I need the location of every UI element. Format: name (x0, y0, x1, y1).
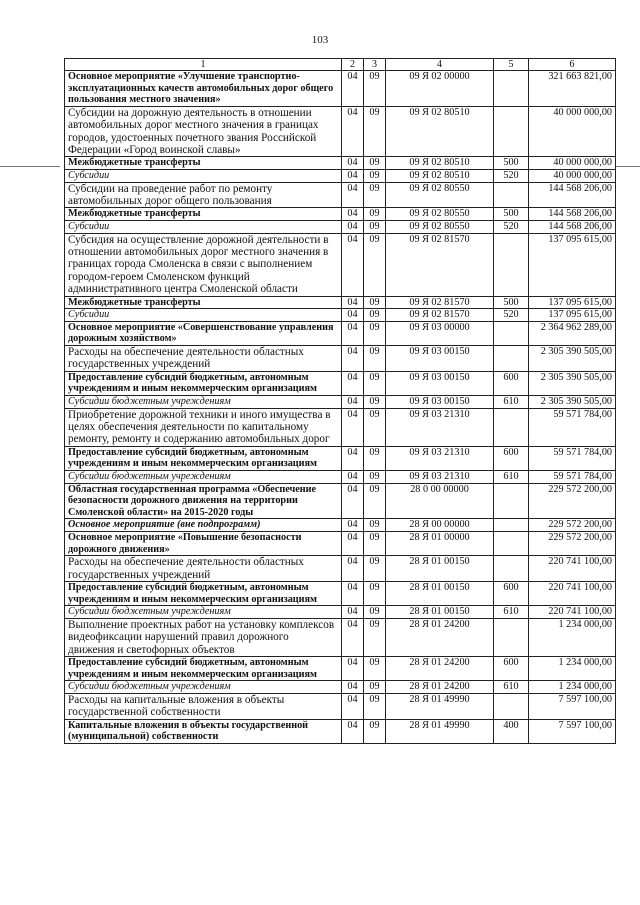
row-amount: 1 234 000,00 (529, 656, 616, 680)
row-subsection: 09 (364, 446, 386, 470)
row-subsection: 09 (364, 471, 386, 484)
row-amount: 137 095 615,00 (529, 233, 616, 296)
row-section: 04 (342, 606, 364, 619)
row-name: Межбюджетные трансферты (65, 157, 342, 170)
row-name: Предоставление субсидий бюджетным, автономным учреждениям и иным некоммерческим организациям (65, 446, 342, 470)
row-expense-type (494, 693, 529, 719)
row-target-article: 09 Я 02 80550 (386, 208, 494, 221)
row-subsection: 09 (364, 170, 386, 183)
table-row (65, 309, 616, 322)
row-amount: 321 663 821,00 (529, 71, 616, 107)
row-name: Субсидия на осуществление дорожной деятельности в отношении автомобильных дорог местного значения в границах города Смоленска в связи с выполнением городом-героем Смоленском функций административного центра Смоленской области (65, 233, 342, 296)
row-section: 04 (342, 106, 364, 157)
table-row (65, 581, 616, 605)
row-subsection: 09 (364, 71, 386, 107)
table-row (65, 106, 616, 157)
row-subsection: 09 (364, 719, 386, 743)
scan-artifact-line (616, 166, 640, 167)
budget-table (64, 58, 616, 744)
table-row (65, 233, 616, 296)
row-subsection: 09 (364, 519, 386, 532)
row-target-article: 09 Я 02 81570 (386, 233, 494, 296)
scan-artifact-line (0, 166, 60, 167)
table-row (65, 296, 616, 309)
row-name: Межбюджетные трансферты (65, 208, 342, 221)
row-name: Межбюджетные трансферты (65, 296, 342, 309)
row-amount: 229 572 200,00 (529, 483, 616, 519)
row-expense-type: 610 (494, 681, 529, 694)
row-expense-type (494, 71, 529, 107)
row-expense-type: 610 (494, 396, 529, 409)
row-target-article: 09 Я 02 80550 (386, 182, 494, 208)
row-name: Выполнение проектных работ на установку комплексов видеофиксации нарушений правил дорожного движения и светофорных объектов (65, 618, 342, 656)
row-expense-type (494, 233, 529, 296)
row-name: Субсидии бюджетным учреждениям (65, 396, 342, 409)
row-target-article: 09 Я 02 80510 (386, 170, 494, 183)
table-row (65, 208, 616, 221)
row-target-article: 28 Я 01 24200 (386, 618, 494, 656)
row-expense-type: 600 (494, 446, 529, 470)
row-target-article: 09 Я 03 00150 (386, 396, 494, 409)
row-section: 04 (342, 321, 364, 345)
row-amount: 59 571 784,00 (529, 471, 616, 484)
row-amount: 40 000 000,00 (529, 170, 616, 183)
row-subsection: 09 (364, 693, 386, 719)
table-row (65, 656, 616, 680)
table-row (65, 519, 616, 532)
table-row (65, 408, 616, 446)
row-section: 04 (342, 519, 364, 532)
row-target-article: 09 Я 02 80550 (386, 221, 494, 234)
col-header: 5 (494, 59, 529, 71)
row-amount: 229 572 200,00 (529, 531, 616, 555)
row-name: Расходы на обеспечение деятельности областных государственных учреждений (65, 346, 342, 372)
table-row (65, 182, 616, 208)
row-name: Субсидии (65, 221, 342, 234)
row-section: 04 (342, 681, 364, 694)
col-header: 3 (364, 59, 386, 71)
row-subsection: 09 (364, 656, 386, 680)
table-row (65, 719, 616, 743)
row-section: 04 (342, 693, 364, 719)
table-body (65, 71, 616, 744)
row-amount: 220 741 100,00 (529, 581, 616, 605)
row-name: Основное мероприятие (вне подпрограмм) (65, 519, 342, 532)
row-name: Приобретение дорожной техники и иного имущества в целях обеспечения деятельности по капитальному ремонту, ремонту и содержанию автомобильных дорог (65, 408, 342, 446)
row-section: 04 (342, 221, 364, 234)
row-subsection: 09 (364, 221, 386, 234)
row-expense-type (494, 556, 529, 582)
row-expense-type: 520 (494, 309, 529, 322)
row-expense-type (494, 519, 529, 532)
row-expense-type: 600 (494, 656, 529, 680)
header-row (65, 59, 616, 71)
row-section: 04 (342, 396, 364, 409)
row-expense-type: 500 (494, 296, 529, 309)
row-amount: 1 234 000,00 (529, 681, 616, 694)
row-name: Предоставление субсидий бюджетным, автономным учреждениям и иным некоммерческим организациям (65, 371, 342, 395)
row-section: 04 (342, 157, 364, 170)
table-row (65, 157, 616, 170)
row-target-article: 09 Я 03 21310 (386, 446, 494, 470)
row-subsection: 09 (364, 346, 386, 372)
row-amount: 7 597 100,00 (529, 719, 616, 743)
row-amount: 229 572 200,00 (529, 519, 616, 532)
table-row (65, 483, 616, 519)
row-target-article: 28 0 00 00000 (386, 483, 494, 519)
row-subsection: 09 (364, 233, 386, 296)
table-row (65, 693, 616, 719)
row-subsection: 09 (364, 396, 386, 409)
row-expense-type (494, 531, 529, 555)
row-expense-type (494, 182, 529, 208)
row-name: Расходы на обеспечение деятельности областных государственных учреждений (65, 556, 342, 582)
row-target-article: 28 Я 01 00150 (386, 606, 494, 619)
row-amount: 2 305 390 505,00 (529, 396, 616, 409)
row-amount: 137 095 615,00 (529, 296, 616, 309)
row-subsection: 09 (364, 531, 386, 555)
row-target-article: 09 Я 03 00150 (386, 371, 494, 395)
row-expense-type (494, 106, 529, 157)
row-amount: 144 568 206,00 (529, 208, 616, 221)
row-target-article: 09 Я 03 21310 (386, 408, 494, 446)
row-name: Капитальные вложения в объекты государственной (муниципальной) собственности (65, 719, 342, 743)
row-target-article: 28 Я 01 24200 (386, 656, 494, 680)
row-subsection: 09 (364, 208, 386, 221)
col-header: 6 (529, 59, 616, 71)
row-section: 04 (342, 346, 364, 372)
table-row (65, 371, 616, 395)
row-section: 04 (342, 531, 364, 555)
row-target-article: 28 Я 01 00150 (386, 581, 494, 605)
row-section: 04 (342, 371, 364, 395)
row-section: 04 (342, 233, 364, 296)
row-expense-type: 600 (494, 581, 529, 605)
row-target-article: 28 Я 01 00150 (386, 556, 494, 582)
row-section: 04 (342, 656, 364, 680)
row-subsection: 09 (364, 182, 386, 208)
row-amount: 7 597 100,00 (529, 693, 616, 719)
row-target-article: 09 Я 02 81570 (386, 309, 494, 322)
row-expense-type: 500 (494, 208, 529, 221)
row-target-article: 09 Я 02 00000 (386, 71, 494, 107)
row-name: Субсидии бюджетным учреждениям (65, 471, 342, 484)
table-row (65, 346, 616, 372)
row-subsection: 09 (364, 371, 386, 395)
row-amount: 40 000 000,00 (529, 106, 616, 157)
row-section: 04 (342, 471, 364, 484)
row-subsection: 09 (364, 556, 386, 582)
row-expense-type: 600 (494, 371, 529, 395)
table-row (65, 618, 616, 656)
row-target-article: 28 Я 01 49990 (386, 693, 494, 719)
row-target-article: 28 Я 00 00000 (386, 519, 494, 532)
row-name: Субсидии на проведение работ по ремонту автомобильных дорог общего пользования (65, 182, 342, 208)
row-amount: 220 741 100,00 (529, 606, 616, 619)
row-amount: 2 305 390 505,00 (529, 346, 616, 372)
table-row (65, 396, 616, 409)
table-row (65, 556, 616, 582)
row-section: 04 (342, 719, 364, 743)
row-subsection: 09 (364, 296, 386, 309)
col-header: 2 (342, 59, 364, 71)
row-subsection: 09 (364, 157, 386, 170)
page-number: 103 (311, 34, 329, 46)
row-amount: 40 000 000,00 (529, 157, 616, 170)
table-row (65, 681, 616, 694)
table-row (65, 606, 616, 619)
row-expense-type: 610 (494, 606, 529, 619)
row-name: Областная государственная программа «Обеспечение безопасности дорожного движения на территории Смоленской области» на 2015-2020 годы (65, 483, 342, 519)
row-expense-type (494, 483, 529, 519)
row-target-article: 28 Я 01 24200 (386, 681, 494, 694)
row-subsection: 09 (364, 606, 386, 619)
table-row (65, 321, 616, 345)
row-section: 04 (342, 208, 364, 221)
row-subsection: 09 (364, 106, 386, 157)
row-amount: 1 234 000,00 (529, 618, 616, 656)
col-header: 4 (386, 59, 494, 71)
table-row (65, 471, 616, 484)
row-expense-type: 520 (494, 221, 529, 234)
table-row (65, 71, 616, 107)
row-target-article: 09 Я 02 80510 (386, 157, 494, 170)
row-section: 04 (342, 408, 364, 446)
row-section: 04 (342, 483, 364, 519)
row-expense-type: 400 (494, 719, 529, 743)
row-section: 04 (342, 581, 364, 605)
row-expense-type (494, 321, 529, 345)
row-amount: 59 571 784,00 (529, 408, 616, 446)
row-name: Субсидии бюджетным учреждениям (65, 681, 342, 694)
row-expense-type (494, 408, 529, 446)
row-subsection: 09 (364, 408, 386, 446)
row-target-article: 28 Я 01 00000 (386, 531, 494, 555)
row-section: 04 (342, 170, 364, 183)
row-subsection: 09 (364, 309, 386, 322)
table-row (65, 446, 616, 470)
row-section: 04 (342, 182, 364, 208)
row-target-article: 09 Я 02 80510 (386, 106, 494, 157)
row-target-article: 09 Я 03 00150 (386, 346, 494, 372)
row-target-article: 09 Я 02 81570 (386, 296, 494, 309)
row-name: Основное мероприятие «Улучшение транспортно-эксплуатационных качеств автомобильных дорог общего пользования местного значения» (65, 71, 342, 107)
row-target-article: 09 Я 03 21310 (386, 471, 494, 484)
row-amount: 137 095 615,00 (529, 309, 616, 322)
row-section: 04 (342, 296, 364, 309)
row-section: 04 (342, 446, 364, 470)
table-row (65, 221, 616, 234)
row-expense-type: 610 (494, 471, 529, 484)
row-name: Субсидии на дорожную деятельность в отношении автомобильных дорог местного значения в границах городов, удостоенных почетного звания Российской Федерации «Город воинской славы» (65, 106, 342, 157)
row-name: Основное мероприятие «Совершенствование управления дорожным хозяйством» (65, 321, 342, 345)
row-expense-type: 500 (494, 157, 529, 170)
row-name: Субсидии (65, 309, 342, 322)
row-subsection: 09 (364, 681, 386, 694)
row-amount: 2 305 390 505,00 (529, 371, 616, 395)
table-row (65, 531, 616, 555)
row-amount: 2 364 962 289,00 (529, 321, 616, 345)
row-section: 04 (342, 71, 364, 107)
row-subsection: 09 (364, 581, 386, 605)
row-amount: 144 568 206,00 (529, 182, 616, 208)
row-name: Предоставление субсидий бюджетным, автономным учреждениям и иным некоммерческим организациям (65, 656, 342, 680)
row-target-article: 28 Я 01 49990 (386, 719, 494, 743)
row-subsection: 09 (364, 321, 386, 345)
row-amount: 59 571 784,00 (529, 446, 616, 470)
row-amount: 220 741 100,00 (529, 556, 616, 582)
table-row (65, 170, 616, 183)
row-name: Предоставление субсидий бюджетным, автономным учреждениям и иным некоммерческим организациям (65, 581, 342, 605)
row-amount: 144 568 206,00 (529, 221, 616, 234)
row-expense-type (494, 346, 529, 372)
row-expense-type: 520 (494, 170, 529, 183)
col-header: 1 (65, 59, 342, 71)
row-subsection: 09 (364, 618, 386, 656)
row-section: 04 (342, 309, 364, 322)
row-section: 04 (342, 556, 364, 582)
row-target-article: 09 Я 03 00000 (386, 321, 494, 345)
row-name: Основное мероприятие «Повышение безопасности дорожного движения» (65, 531, 342, 555)
row-name: Субсидии (65, 170, 342, 183)
row-expense-type (494, 618, 529, 656)
row-subsection: 09 (364, 483, 386, 519)
row-name: Субсидии бюджетным учреждениям (65, 606, 342, 619)
row-section: 04 (342, 618, 364, 656)
row-name: Расходы на капитальные вложения в объекты государственной собственности (65, 693, 342, 719)
